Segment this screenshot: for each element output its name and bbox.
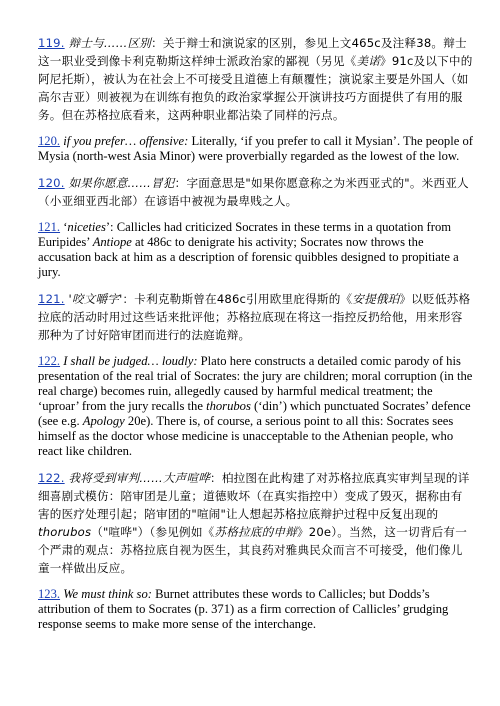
- note-text: (‘din’) which punctuated Socrates’ defence (see e.g.: [38, 399, 471, 428]
- notes-page: [38, 34, 474, 640]
- work-title: 美诺: [356, 54, 381, 68]
- note-lemma: if you prefer… offensive:: [63, 134, 189, 148]
- note-text: '：卡利克勒斯曾在486c引用欧里庇得斯的《: [119, 292, 353, 306]
- note-lemma: 辩士与……区别: [68, 36, 152, 50]
- note-lemma: 我将受到审判……大声喧哗: [68, 471, 211, 485]
- note-number-link[interactable]: 120.: [38, 176, 65, 190]
- note-121-zh: [38, 290, 474, 344]
- note-121-en: [38, 220, 474, 280]
- note-number-link[interactable]: 122.: [38, 354, 61, 368]
- note-lemma: 咬文嚼字: [71, 292, 120, 306]
- note-lemma: We must think so:: [63, 587, 152, 601]
- note-120-en: [38, 134, 474, 164]
- note-text: Literally, ‘if you prefer to call it Mysian’. The people of Mysia (north-west Asia Minor) were proverbially regarded as the lowest of the low.: [38, 134, 473, 163]
- note-lemma: 如果你愿意……冒犯: [68, 176, 175, 190]
- note-text: ：柏拉图在此构建了对苏格拉底真实审判呈现的详细喜剧式模仿：陪审团是儿童；道德败坏（在真实指控中）变成了毁灭，据称由有害的医疗处理引起；陪审团的"喧闹"让人想起苏格拉底辩护过程中反复出现的: [38, 471, 470, 521]
- note-120-zh: [38, 174, 474, 210]
- note-123-en: [38, 587, 474, 632]
- note-lemma: niceties: [67, 220, 106, 234]
- note-lemma: I shall be judged… loudly:: [63, 354, 198, 368]
- note-text: ：字面意思是"如果你愿意称之为米西亚式的"。米西亚人（小亚细亚西北部）在谚语中被视为最卑贱之人。: [38, 176, 469, 208]
- note-text: ‘: [60, 220, 68, 234]
- greek-term: thorubos: [206, 399, 251, 413]
- note-text: ’: Callicles had criticized Socrates in these terms in a quotation from Euripides’: [38, 220, 452, 249]
- work-title: 安提俄珀: [352, 292, 400, 306]
- note-text: 》20e）。当然，这一切背后有一个严肃的观点：苏格拉底自视为医生，其良药对雅典民众而言不可接受，他们像儿童一样做出反应。: [38, 525, 467, 575]
- note-text: 》以贬低苏格拉底的活动时用过这些话来批评他；苏格拉底现在将这一指控反扔给他，用来形容那种为了讨好陪审团而进行的法庭诡辩。: [38, 292, 471, 342]
- note-text: （"喧哗"）（参见例如《: [91, 525, 215, 539]
- note-text: ：关于辩士和演说家的区别，参见上文465c及注释38。辩士这一职业受到像卡利克勒斯这样绅士派政治家的鄙视（另见《: [38, 36, 467, 68]
- greek-term: thorubos: [38, 525, 92, 539]
- work-title: Antiope: [92, 235, 132, 249]
- note-text: at 486c to denigrate his activity; Socrates now throws the accusation back at him as a description of forensic quibbles designed to propitiate a jury.: [38, 235, 459, 279]
- note-number-link[interactable]: 121.: [38, 292, 65, 306]
- note-number-link[interactable]: 123.: [38, 587, 61, 601]
- note-119-zh: [38, 34, 474, 124]
- note-text: 》91c及以下中的阿尼托斯），被认为在社会上不可接受且道德上有颠覆性；演说家主要是外国人（如高尔吉亚）则被视为在训练有抱负的政治家掌握公开演讲技巧方面提供了有用的服务。但在苏格拉底看来，这两种职业都沾染了同样的污点。: [38, 54, 473, 122]
- note-122-en: [38, 354, 474, 459]
- work-title: 苏格拉底的申辩: [214, 525, 297, 539]
- note-text: Burnet attributes these words to Callicles; but Dodds’s attribution of them to Socrates (p. 371) as a firm correction of Callicles’ grudging response seems to make more sense of the interchange.: [38, 587, 449, 631]
- note-122-zh: [38, 469, 474, 577]
- note-text: ': [64, 292, 72, 306]
- note-number-link[interactable]: 121.: [38, 220, 61, 234]
- note-number-link[interactable]: 122.: [38, 471, 65, 485]
- note-number-link[interactable]: 120.: [38, 134, 61, 148]
- note-number-link[interactable]: 119.: [38, 36, 65, 50]
- work-title: Apology: [82, 414, 125, 428]
- note-text: Plato here constructs a detailed comic parody of his presentation of the real trial of Socrates: the jury are children; moral corruption (in the real charge) becomes ruin, allegedly caused by harmful medical treatment; the ‘uproar’ from the jury recalls the: [38, 354, 473, 413]
- note-text: 20e). There is, of course, a serious point to all this: Socrates sees himself as the doctor whose medicine is unacceptable to the Athenian people, who react like children.: [38, 414, 454, 458]
